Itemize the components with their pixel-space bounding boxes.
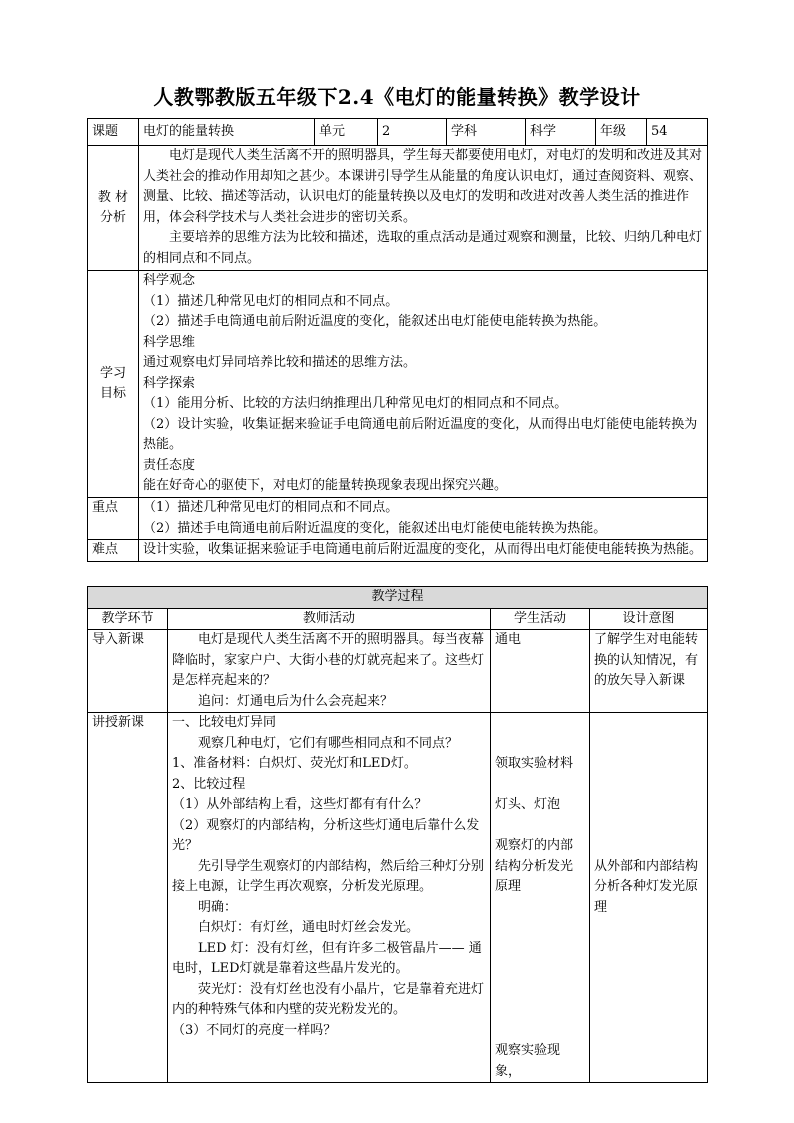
lecture-stage: 讲授新课	[88, 713, 168, 1083]
grade-label: 年级	[596, 119, 647, 146]
key-point-line: （1）描述几种常见电灯的相同点和不同点。	[143, 500, 399, 515]
goal-line: （2）设计实验，收集证据来验证手电筒通电前后附近温度的变化，从而得出电灯能使电能转换为热能。	[143, 416, 698, 452]
lecture-line: 1、准备材料：白炽灯、荧光灯和LED灯。	[172, 756, 417, 771]
column-header: 学生活动	[491, 608, 590, 630]
intro-teacher	[168, 630, 491, 713]
lecture-line: （1）从外部结构上看，这些灯都有有什么？	[172, 797, 428, 812]
difficulty-row	[88, 540, 708, 562]
lecture-line: 白炽灯：有灯丝，通电时灯丝会发光。	[198, 920, 420, 935]
analysis-label-line2: 分析	[99, 210, 126, 225]
difficulty-label: 难点	[88, 540, 139, 562]
goals-label-line2: 目标	[99, 386, 126, 401]
course-label: 课题	[88, 119, 139, 146]
goal-line: （2）描述手电筒通电前后附近温度的变化，能叙述出电灯能使电能转换为热能。	[143, 314, 607, 329]
lecture-line: 2、比较过程	[172, 776, 246, 792]
key-point-line: （2）描述手电筒通电前后附近温度的变化，能叙述出电灯能使电能转换为热能。	[143, 520, 607, 536]
lecture-line: 荧光灯：没有灯丝也没有小晶片，它是靠着充进灯内的种特殊气体和内壁的荧光粉发光的。	[172, 981, 485, 1017]
grade-value: 54	[647, 119, 708, 146]
analysis-label-line1: 教 材	[97, 189, 129, 205]
lecture-row	[88, 713, 708, 1083]
page-title: 人教鄂教版五年级下2.4《电灯的能量转换》教学设计	[153, 85, 641, 109]
lecture-line: 先引导学生观察灯的内部结构，然后给三种灯分别接上电源，让学生再次观察，分析发光原理。	[172, 858, 485, 894]
difficulty-content: 设计实验，收集证据来验证手电筒通电前后附近温度的变化，从而得出电灯能使电能转换为热能。	[139, 540, 708, 562]
unit-label: 单元	[315, 119, 378, 146]
goal-line: 科学观念	[143, 273, 196, 288]
goal-line: （1）能用分析、比较的方法归纳推理出几种常见电灯的相同点和不同点。	[143, 396, 568, 411]
key-points-row	[88, 498, 708, 540]
lecture-line: （3）不同灯的亮度一样吗？	[172, 1022, 337, 1038]
process-header: 教学过程	[88, 587, 708, 609]
lecture-teacher	[168, 713, 491, 1083]
goals-label-line1: 学习	[99, 365, 126, 381]
intro-teacher-paragraph-1: 电灯是现代人类生活离不开的照明器具。每当夜幕降临时，家家户户、大街小巷的灯就亮起来了。这些灯是怎样亮起来的？	[172, 632, 485, 688]
process-header-row	[88, 587, 708, 609]
goals-content	[139, 271, 708, 498]
intro-row	[88, 630, 708, 713]
column-header: 设计意图	[590, 608, 708, 630]
goal-line: 能在好奇心的驱使下，对电灯的能量转换现象表现出探究兴趣。	[143, 478, 508, 493]
column-header: 教师活动	[168, 608, 491, 630]
lecture-line: 观察几种电灯，它们有哪些相同点和不同点？	[198, 735, 459, 751]
goal-line: 通过观察电灯异同培养比较和描述的思维方法。	[143, 355, 417, 370]
intro-student: 通电	[491, 630, 590, 713]
intro-stage: 导入新课	[88, 630, 168, 713]
analysis-content	[139, 146, 708, 271]
lecture-intent-text: 从外部和内部结构分析各种灯发光原理	[594, 858, 699, 915]
subject-value: 科学	[526, 119, 596, 146]
goal-line: （1）描述几种常见电灯的相同点和不同点。	[143, 293, 399, 309]
process-columns-row	[88, 608, 708, 630]
teaching-process-table	[87, 586, 708, 1083]
intro-teacher-paragraph-2: 追问：灯通电后为什么会亮起来？	[198, 693, 394, 709]
student-activity: 观察实验现象，	[495, 1043, 561, 1079]
lesson-info-row	[88, 119, 708, 146]
student-activity: 灯头、灯泡	[495, 797, 561, 812]
lecture-student	[491, 713, 590, 1083]
unit-value: 2	[378, 119, 447, 146]
goal-line: 科学探索	[143, 375, 196, 391]
key-points-content	[139, 498, 708, 540]
analysis-paragraph-1: 电灯是现代人类生活离不开的照明器具，学生每天都要使用电灯，对电灯的发明和改进及其对人类社会的推动作用却知之甚少。本课讲引导学生从能量的角度认识电灯，通过查阅资料、观察、测量、比较、描述等活动，认识电灯的能量转换以及电灯的发明和改进对改善人类生活的推进作用，体会科学技术与人类社会进步的密切关系。	[143, 148, 703, 225]
lecture-intent	[590, 713, 708, 1083]
lecture-line: （2）观察灯的内部结构，分析这些灯通电后靠什么发光？	[172, 817, 480, 853]
goal-line: 责任态度	[143, 457, 196, 473]
key-points-label: 重点	[88, 498, 139, 540]
goals-row	[88, 271, 708, 498]
goals-label	[88, 271, 139, 498]
intro-intent: 了解学生对电能转换的认知情况，有的放矢导入新课	[590, 630, 708, 713]
lecture-line: LED 灯：没有灯丝，但有许多二极管晶片—— 通电时，LED灯就是靠着这些晶片发光的。	[172, 940, 482, 976]
goal-line: 科学思维	[143, 334, 196, 350]
student-activity: 领取实验材料	[495, 756, 574, 771]
analysis-paragraph-2: 主要培养的思维方法为比较和描述，选取的重点活动是通过观察和测量，比较、归纳几种电灯的相同点和不同点。	[143, 230, 703, 266]
lecture-line: 一、比较电灯异同	[172, 715, 277, 730]
lesson-info-table	[87, 118, 708, 562]
course-value: 电灯的能量转换	[139, 119, 315, 146]
subject-label: 学科	[447, 119, 526, 146]
lecture-line: 明确：	[198, 899, 238, 915]
column-header: 教学环节	[88, 608, 168, 630]
analysis-row	[88, 146, 708, 271]
student-activity: 观察灯的内部结构分析发光原理	[495, 838, 574, 894]
analysis-label	[88, 146, 139, 271]
